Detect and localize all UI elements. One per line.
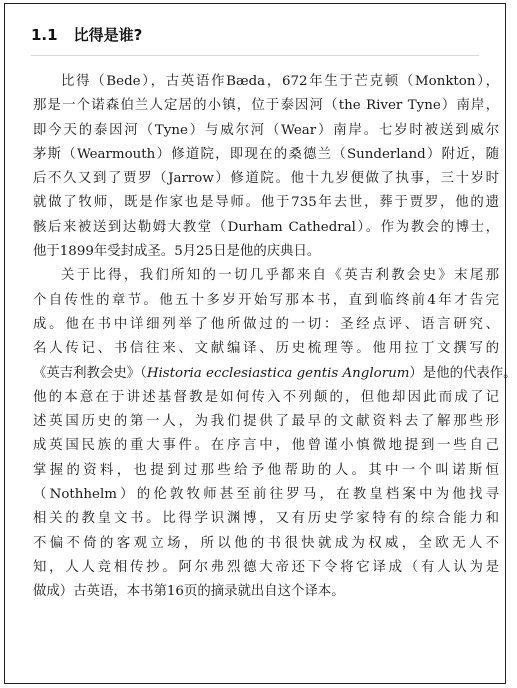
paragraph-2-line: 掌握的资料，也提到过那些给予他帮助的人。其中一个叫诺斯恒 xyxy=(33,462,499,478)
section-number: 1.1 xyxy=(31,26,58,44)
paragraph-1-line: 骸后来被送到达勒姆大教堂（Durham Cathedral）。作为教会的博士， xyxy=(33,219,499,235)
paragraph-1-line: 后不久又到了贾罗（Jarrow）修道院。他十九岁便做了执事，三十岁时 xyxy=(33,171,499,187)
heading-rule xyxy=(31,55,479,56)
page-frame xyxy=(4,3,517,684)
paragraph-2-line: 个自传性的章节。他五十多岁开始写那本书，直到临终前4年才告完 xyxy=(33,292,499,308)
paragraph-2-line: （Nothhelm）的伦敦牧师甚至前往罗马，在教皇档案中为他找寻 xyxy=(33,487,499,503)
paragraph-1-line: 就做了牧师，既是作家也是导师。他于735年去世，葬于贾罗，他的遗 xyxy=(33,195,499,211)
paragraph-1-line: 比得（Bede），古英语作Bæda，672年生于芒克顿（Monkton）， xyxy=(61,74,499,89)
paragraph-2-line: 不偏不倚的客观立场，所以他的书很快就成为权威，全欧无人不 xyxy=(33,535,499,551)
line-text-segment: 《英吉利教会史》（ xyxy=(33,365,147,381)
paragraph-1-line: 那是一个诺森伯兰人定居的小镇，位于泰因河（the River Tyne）南岸， xyxy=(33,98,499,114)
paragraph-2-line: 成。他在书中详细列举了他所做过的一切：圣经点评、语言研究、 xyxy=(33,316,499,332)
paragraph-2-line: 相关的教皇文书。比得学识渊博，又有历史学家特有的综合能力和 xyxy=(33,511,499,527)
paragraph-2-line: 做成）古英语，本书第16页的摘录就出自这个译本。 xyxy=(33,584,345,600)
paragraph-2-line xyxy=(33,362,517,386)
paragraph-2-line: 述英国历史的第一人，为我们提供了最早的文献资料去了解那些形 xyxy=(33,414,499,430)
paragraph-1-line: 即今天的泰因河（Tyne）与威尔河（Wear）南岸。七岁时被送到威尔 xyxy=(33,122,499,138)
paragraph-2-line: 关于比得，我们所知的一切几乎都来自《英吉利教会史》末尾那 xyxy=(61,268,499,284)
line-text-segment: ）是他的代表作。 xyxy=(409,365,517,381)
paragraph-1-line: 茅斯（Wearmouth）修道院，即现在的桑德兰（Sunderland）附近，随 xyxy=(33,146,499,162)
latin-book-title: Historia ecclesiastica gentis Anglorum xyxy=(146,365,410,381)
paragraph-2-line: 他的本意在于讲述基督教是如何传入不列颠的，但他却因此而成了记 xyxy=(33,389,499,405)
paragraph-2-line: 名人传记、书信往来、文献编译、历史梳理等。他用拉丁文撰写的 xyxy=(33,341,499,357)
section-title: 比得是谁? xyxy=(73,26,143,44)
paragraph-2-line: 成英国民族的重大事件。在序言中，他曾谨小慎微地提到一些自己 xyxy=(33,438,499,454)
body-text xyxy=(33,70,517,605)
section-heading xyxy=(31,24,142,46)
paragraph-1-line: 他于1899年受封成圣。5月25日是他的庆典日。 xyxy=(33,244,321,260)
paragraph-2-line: 知，人人竞相传抄。阿尔弗烈德大帝还下令将它译成（有人认为是 xyxy=(33,559,499,575)
